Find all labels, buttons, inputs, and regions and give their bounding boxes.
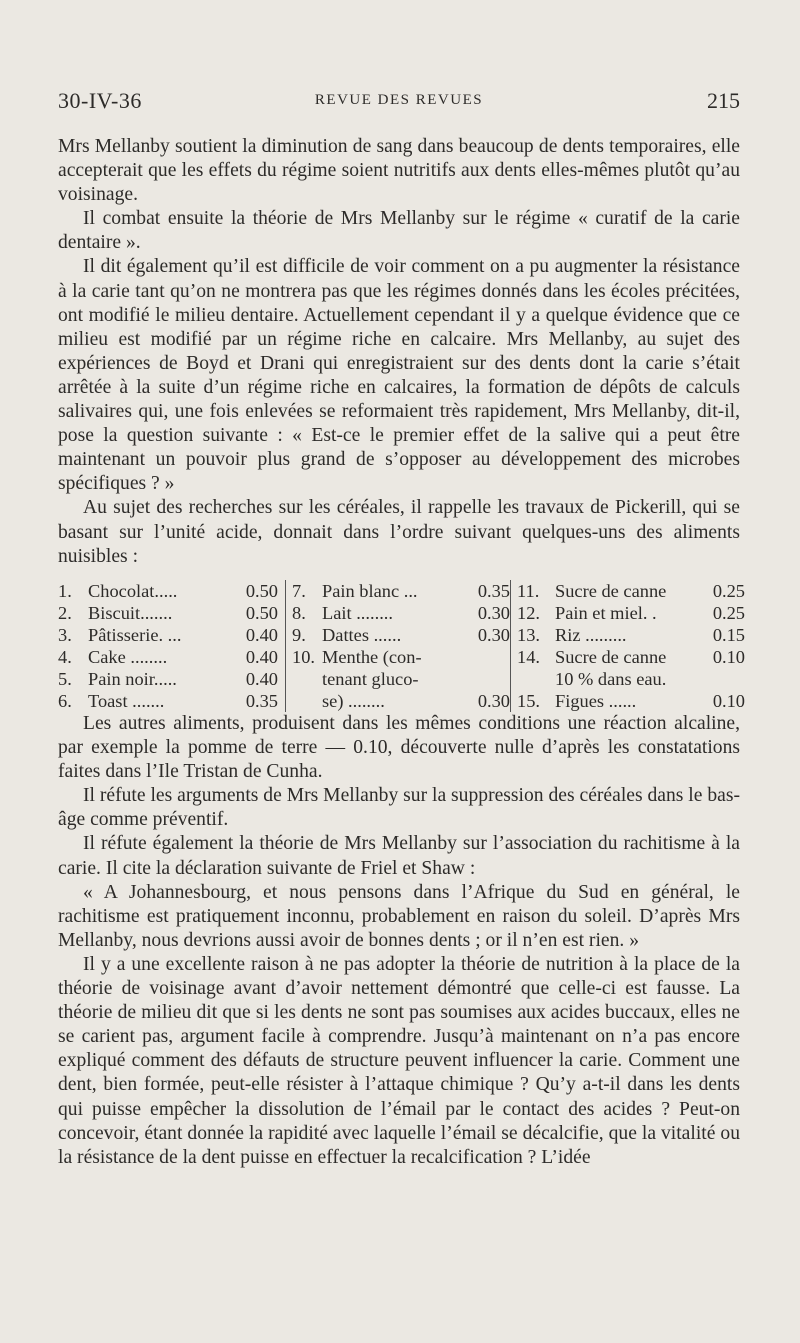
item-number: 9. xyxy=(292,625,306,645)
item-value: 0.25 xyxy=(712,581,745,601)
item-name: Cake ........ xyxy=(88,647,168,667)
table-row xyxy=(292,668,510,690)
table-row xyxy=(517,624,745,646)
item-number: 10. xyxy=(292,647,315,667)
table-row xyxy=(58,646,278,668)
table-row xyxy=(58,668,278,690)
paragraph: Les autres aliments, produisent dans les mêmes conditions une réaction alcaline, par exemple la pomme de terre — 0.10, découverte nulle d’après les constatations faites dans l’Ile Tristan de Cunha. xyxy=(58,713,740,783)
item-name: Toast ....... xyxy=(88,691,165,711)
table-row xyxy=(58,580,278,602)
paragraph: Mrs Mellanby soutient la diminution de sang dans beaucoup de dents temporaires, elle accepterait que les effets du régime soient nutritifs aux dents elles-mêmes plutôt qu’au voisinage. xyxy=(58,136,740,206)
table-column-2 xyxy=(285,580,510,712)
item-number: 8. xyxy=(292,603,306,623)
item-number: 12. xyxy=(517,603,540,623)
table-row xyxy=(517,690,745,712)
item-value: 0.50 xyxy=(245,581,278,601)
item-value: 0.10 xyxy=(712,647,745,667)
item-number: 7. xyxy=(292,581,306,601)
paragraph: Il réfute également la théorie de Mrs Mellanby sur l’association du rachitisme à la carie. Il cite la déclaration suivante de Friel et Shaw : xyxy=(58,833,740,879)
item-value: 0.40 xyxy=(245,647,278,667)
item-name: Sucre de canne xyxy=(555,581,667,601)
item-number: 5. xyxy=(58,669,72,689)
paragraph: Au sujet des recherches sur les céréales, il rappelle les travaux de Pickerill, qui se basant sur l’unité acide, donnait dans l’ordre suivant quelques-uns des aliments nuisibles : xyxy=(58,497,740,567)
table-column-3 xyxy=(510,580,745,712)
item-name: Dattes ...... xyxy=(322,625,402,645)
table-row xyxy=(517,602,745,624)
item-value: 0.50 xyxy=(245,603,278,623)
item-number: 13. xyxy=(517,625,540,645)
item-value: 0.15 xyxy=(712,625,745,645)
item-value: 0.30 xyxy=(477,603,510,623)
item-number: 6. xyxy=(58,691,72,711)
table-row xyxy=(292,646,510,668)
table-row xyxy=(292,690,510,712)
item-name: Biscuit....... xyxy=(88,603,173,623)
item-name: Chocolat..... xyxy=(88,581,178,601)
item-value: 0.40 xyxy=(245,625,278,645)
item-value: 0.35 xyxy=(245,691,278,711)
page-number: 215 xyxy=(707,88,740,113)
item-value: 0.25 xyxy=(712,603,745,623)
table-row xyxy=(517,646,745,668)
table-row xyxy=(292,624,510,646)
item-name: 10 % dans eau. xyxy=(555,669,667,689)
body-text-bottom xyxy=(58,712,740,1170)
paragraph: Il combat ensuite la théorie de Mrs Mellanby sur le régime « curatif de la carie dentaire ». xyxy=(58,208,740,254)
item-name: Figues ...... xyxy=(555,691,637,711)
item-number: 3. xyxy=(58,625,72,645)
table-row xyxy=(58,602,278,624)
table-column-1 xyxy=(58,580,278,712)
item-name: se) ........ xyxy=(322,691,385,711)
paragraph: Il réfute les arguments de Mrs Mellanby sur la suppression des céréales dans le bas-âge comme préventif. xyxy=(58,785,740,831)
item-name: Riz ......... xyxy=(555,625,627,645)
food-acidity-table xyxy=(58,580,745,711)
item-name: Pâtisserie. ... xyxy=(88,625,182,645)
running-header xyxy=(58,88,740,118)
item-number: 1. xyxy=(58,581,72,601)
item-name: Pain blanc ... xyxy=(322,581,418,601)
item-name: Menthe (con- xyxy=(322,647,422,667)
item-number: 2. xyxy=(58,603,72,623)
item-number: 4. xyxy=(58,647,72,667)
item-name: Pain et miel. . xyxy=(555,603,657,623)
item-number: 14. xyxy=(517,647,540,667)
paragraph: Il dit également qu’il est difficile de voir comment on a pu augmenter la résistance à la carie tant qu’on ne montrera pas que les régimes donnés dans les écoles précitées, ont modifié le milieu dentaire. Actuellement cependant il y a quelque évidence que ce milieu est modifié par un régime riche en calcaire. Mrs Mellanby, au sujet des expériences de Boyd et Drani qui enregistraient sur des dents dont la carie s’était arrêtée à la suite d’un régime riche en calcaires, la formation de dépôts de calculs salivaires qui, une fois enlevées se reformaient très rapidement, Mrs Mellanby, dit-il, pose la question suivante : « Est-ce le premier effet de la salive qui a peut être maintenant un pouvoir plus grand de s’opposer au développement des microbes spécifiques ? » xyxy=(58,256,740,495)
header-date: 30-IV-36 xyxy=(58,88,142,113)
item-number: 11. xyxy=(517,581,540,601)
item-value: 0.30 xyxy=(477,691,510,711)
item-value: 0.10 xyxy=(712,691,745,711)
table-row xyxy=(517,668,745,690)
paragraph: « A Johannesbourg, et nous pensons dans l’Afrique du Sud en général, le rachitisme est pratiquement inconnu, probablement en raison du soleil. D’après Mrs Mellanby, nous devrions aussi avoir de bonnes dents ; or il n’en est rien. » xyxy=(58,881,740,951)
table-row xyxy=(517,580,745,602)
item-name: tenant gluco- xyxy=(322,669,419,689)
item-number: 15. xyxy=(517,691,540,711)
item-value: 0.40 xyxy=(245,669,278,689)
item-name: Lait ........ xyxy=(322,603,393,623)
body-text-top xyxy=(58,135,740,569)
table-row xyxy=(292,602,510,624)
table-row xyxy=(58,690,278,712)
item-name: Sucre de canne xyxy=(555,647,667,667)
item-value: 0.35 xyxy=(477,581,510,601)
item-value: 0.30 xyxy=(477,625,510,645)
paragraph: Il y a une excellente raison à ne pas adopter la théorie de nutrition à la place de la théorie de voisinage avant d’avoir nettement démontré que celle-ci est fausse. La théorie de milieu dit que si les dents ne sont pas soumises aux acides buccaux, elles ne se carient pas, argument facile à comprendre. Jusqu’à maintenant on n’a pas encore expliqué comment des défauts de structure peuvent influencer la carie. Comment une dent, bien formée, peut-elle résister à l’attaque chimique ? Qu’y a-t-il dans les dents qui puisse empêcher la dissolution de l’émail par le contact des acides ? Peut-on concevoir, étant donnée la rapidité avec laquelle l’émail se décalcifie, que la vitalité ou la résistance de la dent puisse en effectuer la recalcification ? L’idée xyxy=(58,953,740,1168)
table-row xyxy=(58,624,278,646)
item-name: Pain noir..... xyxy=(88,669,177,689)
table-row xyxy=(292,580,510,602)
header-title: REVUE DES REVUES xyxy=(314,92,484,108)
